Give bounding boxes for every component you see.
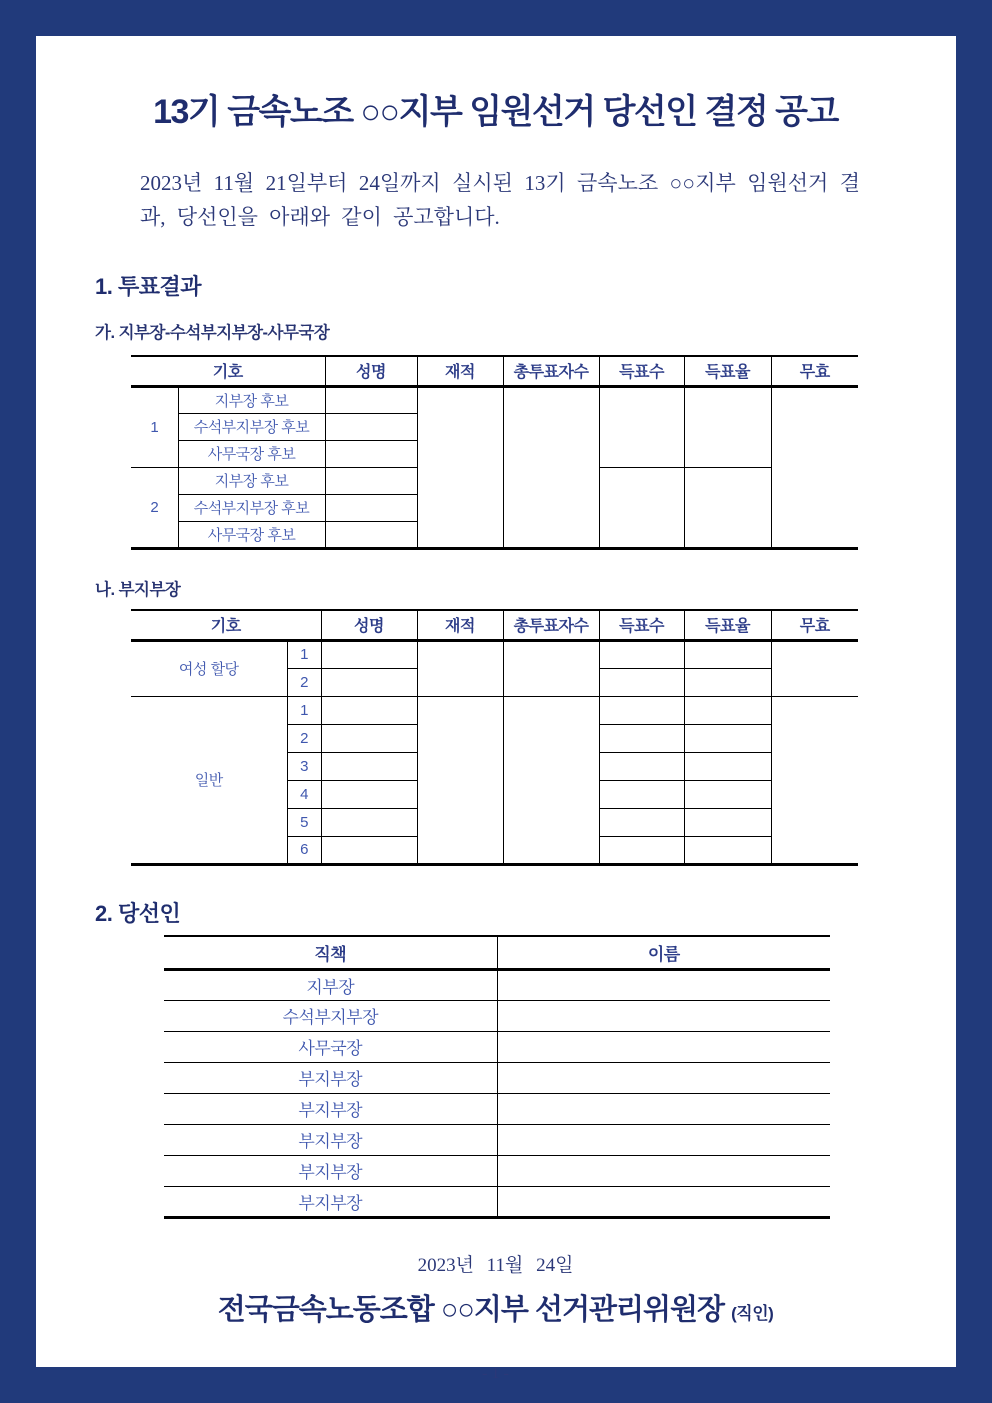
- votes-cell-empty: [599, 808, 684, 836]
- table-header-row: [164, 936, 830, 970]
- candidate-role-cell: 수석부지부장 후보: [178, 413, 325, 440]
- name-cell-empty: [325, 494, 417, 521]
- col-header-enrolled: 재적: [417, 610, 503, 641]
- candidate-role-cell: 수석부지부장 후보: [178, 494, 325, 521]
- col-header-vote-rate: 득표율: [684, 610, 771, 641]
- position-cell: 부지부장: [164, 1093, 497, 1124]
- winner-name-cell-empty: [497, 969, 830, 1000]
- number-cell: 6: [287, 836, 321, 864]
- winner-name-cell-empty: [497, 1155, 830, 1186]
- page-content: [36, 35, 955, 1383]
- table-header-row: [131, 610, 858, 641]
- name-cell-empty: [321, 696, 417, 724]
- section1b-label: 나. 부지부장: [95, 580, 181, 599]
- col-header-winner-name: 이름: [497, 936, 830, 970]
- rate-cell-empty: [684, 696, 771, 724]
- total-voters-cell-empty: [503, 640, 599, 696]
- candidate-role-cell: 사무국장 후보: [178, 440, 325, 467]
- invalid-cell-empty: [771, 386, 858, 548]
- winners-table: [164, 935, 830, 1219]
- votes-cell-empty: [599, 640, 684, 668]
- col-header-total-voters: 총투표자수: [503, 356, 599, 387]
- rate-cell-empty: [684, 724, 771, 752]
- winner-name-cell-empty: [497, 1124, 830, 1155]
- col-header-invalid: 무효: [771, 356, 858, 387]
- winner-name-cell-empty: [497, 1031, 830, 1062]
- name-cell-empty: [321, 724, 417, 752]
- table-row: [164, 969, 830, 1000]
- position-cell: 지부장: [164, 969, 497, 1000]
- votes-cell-empty: [599, 668, 684, 696]
- name-cell-empty: [325, 386, 417, 413]
- enrolled-cell-empty: [417, 386, 503, 548]
- name-cell-empty: [321, 640, 417, 668]
- seal-note: (직인): [731, 1303, 774, 1323]
- number-cell: 3: [287, 752, 321, 780]
- number-cell: 1: [287, 696, 321, 724]
- position-cell: 부지부장: [164, 1124, 497, 1155]
- name-cell-empty: [325, 467, 417, 494]
- section2-heading: 2. 당선인: [95, 900, 181, 926]
- table-row: [164, 1062, 830, 1093]
- category-cell: 여성 할당: [131, 640, 287, 696]
- total-voters-cell-empty: [503, 386, 599, 548]
- name-cell-empty: [321, 752, 417, 780]
- number-cell: 2: [287, 724, 321, 752]
- candidate-role-cell: 지부장 후보: [178, 386, 325, 413]
- name-cell-empty: [325, 440, 417, 467]
- name-cell-empty: [325, 521, 417, 548]
- total-voters-cell-empty: [503, 696, 599, 864]
- table-row: [131, 386, 858, 413]
- votes-cell-empty: [599, 780, 684, 808]
- rate-cell-empty: [684, 836, 771, 864]
- rate-cell-empty: [684, 386, 771, 467]
- page-number: - 1 -: [482, 1364, 509, 1382]
- position-cell: 수석부지부장: [164, 1000, 497, 1031]
- invalid-cell-empty: [771, 696, 858, 864]
- position-cell: 부지부장: [164, 1186, 497, 1217]
- group-number-cell: 1: [131, 386, 178, 467]
- rate-cell-empty: [684, 640, 771, 668]
- name-cell-empty: [321, 780, 417, 808]
- document-title: 13기 금속노조 ○○지부 임원선거 당선인 결정 공고: [153, 93, 838, 131]
- table-row: [164, 1155, 830, 1186]
- col-header-invalid: 무효: [771, 610, 858, 641]
- winner-name-cell-empty: [497, 1000, 830, 1031]
- rate-cell-empty: [684, 752, 771, 780]
- section1-heading: 1. 투표결과: [95, 273, 201, 299]
- table-row: [164, 1124, 830, 1155]
- name-cell-empty: [325, 413, 417, 440]
- votes-cell-empty: [599, 724, 684, 752]
- table-row: [164, 1186, 830, 1217]
- candidate-role-cell: 사무국장 후보: [178, 521, 325, 548]
- number-cell: 2: [287, 668, 321, 696]
- invalid-cell-empty: [771, 640, 858, 696]
- signature-text: 전국금속노동조합 ○○지부 선거관리위원장: [217, 1293, 725, 1326]
- position-cell: 사무국장: [164, 1031, 497, 1062]
- winner-name-cell-empty: [497, 1062, 830, 1093]
- votes-cell-empty: [599, 696, 684, 724]
- winner-name-cell-empty: [497, 1093, 830, 1124]
- col-header-votes: 득표수: [599, 356, 684, 387]
- col-header-enrolled: 재적: [417, 356, 503, 387]
- table-row: [131, 696, 858, 724]
- number-cell: 5: [287, 808, 321, 836]
- col-header-vote-rate: 득표율: [684, 356, 771, 387]
- number-cell: 1: [287, 640, 321, 668]
- enrolled-cell-empty: [417, 640, 503, 696]
- rate-cell-empty: [684, 467, 771, 548]
- votes-cell-empty: [599, 836, 684, 864]
- rate-cell-empty: [684, 668, 771, 696]
- table-row: [164, 1000, 830, 1031]
- vote-table-officers: [131, 355, 858, 550]
- col-header-total-voters: 총투표자수: [503, 610, 599, 641]
- col-header-position: 직책: [164, 936, 497, 970]
- rate-cell-empty: [684, 808, 771, 836]
- name-cell-empty: [321, 668, 417, 696]
- col-header-symbol: 기호: [131, 610, 321, 641]
- col-header-votes: 득표수: [599, 610, 684, 641]
- intro-paragraph: 2023년 11월 21일부터 24일까지 실시된 13기 금속노조 ○○지부 임원선거 결과, 당선인을 아래와 같이 공고합니다.: [140, 170, 860, 229]
- table-header-row: [131, 356, 858, 387]
- vote-table-vice-chiefs: [131, 609, 858, 866]
- table-row: [164, 1093, 830, 1124]
- name-cell-empty: [321, 808, 417, 836]
- enrolled-cell-empty: [417, 696, 503, 864]
- votes-cell-empty: [599, 386, 684, 467]
- winner-name-cell-empty: [497, 1186, 830, 1217]
- section1a-label: 가. 지부장-수석부지부장-사무국장: [95, 323, 330, 342]
- number-cell: 4: [287, 780, 321, 808]
- name-cell-empty: [321, 836, 417, 864]
- rate-cell-empty: [684, 780, 771, 808]
- table-row: [131, 640, 858, 668]
- group-number-cell: 2: [131, 467, 178, 548]
- votes-cell-empty: [599, 467, 684, 548]
- votes-cell-empty: [599, 752, 684, 780]
- col-header-symbol: 기호: [131, 356, 325, 387]
- candidate-role-cell: 지부장 후보: [178, 467, 325, 494]
- announcement-date: 2023년 11월 24일: [417, 1254, 574, 1276]
- category-cell: 일반: [131, 696, 287, 864]
- col-header-name: 성명: [325, 356, 417, 387]
- col-header-name: 성명: [321, 610, 417, 641]
- position-cell: 부지부장: [164, 1155, 497, 1186]
- signature-line: [95, 1287, 896, 1328]
- position-cell: 부지부장: [164, 1062, 497, 1093]
- table-row: [164, 1031, 830, 1062]
